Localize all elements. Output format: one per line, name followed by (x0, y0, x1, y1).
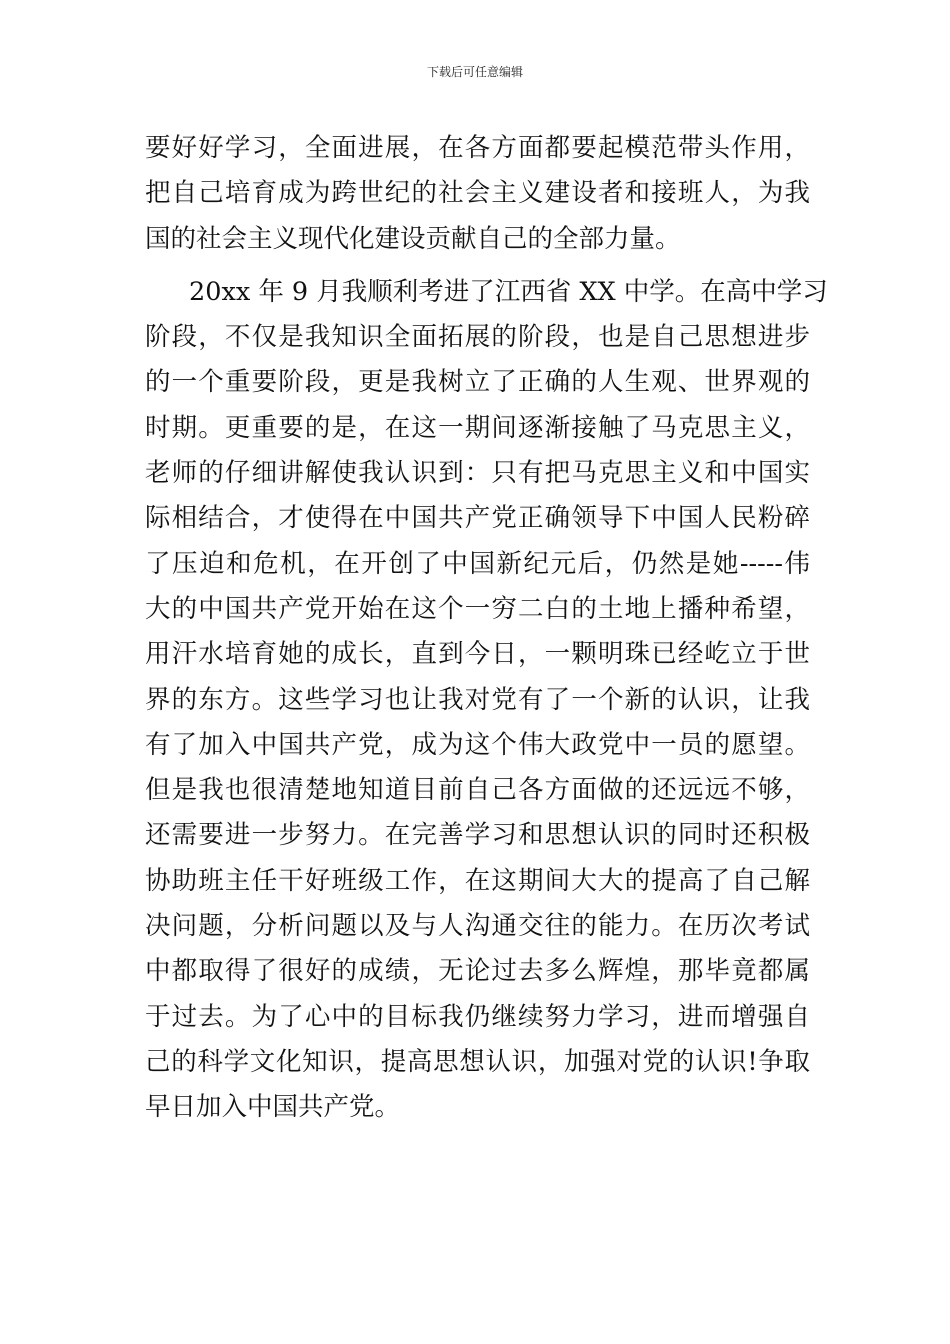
paragraph-2 (145, 270, 828, 1131)
text-line: 用汗水培育她的成长，直到今日，一颗明珠已经屹立于世 (145, 639, 810, 670)
text-line: 界的东方。这些学习也让我对党有了一个新的认识，让我 (145, 684, 810, 715)
text-line: 于过去。为了心中的目标我仍继续努力学习，进而增强自 (145, 1001, 810, 1032)
page-header: 下载后可任意编辑 (426, 65, 523, 79)
text-line: 协助班主任干好班级工作，在这期间大大的提高了自己解 (145, 865, 810, 896)
text-line: 了压迫和危机，在开创了中国新纪元后，仍然是她-----伟 (145, 548, 810, 579)
text-line: 有了加入中国共产党，成为这个伟大政党中一员的愿望。 (145, 729, 810, 760)
text-line: 老师的仔细讲解使我认识到：只有把马克思主义和中国实 (145, 458, 810, 489)
text-line: 际相结合，才使得在中国共产党正确领导下中国人民粉碎 (145, 503, 810, 534)
text-line: 还需要进一步努力。在完善学习和思想认识的同时还积极 (145, 820, 810, 851)
text-line: 己的科学文化知识，提高思想认识，加强对党的认识!争取 (145, 1046, 810, 1077)
text-line: 国的社会主义现代化建设贡献自己的全部力量。 (145, 223, 681, 254)
text-line: 中都取得了很好的成绩，无论过去多么辉煌，那毕竟都属 (145, 956, 810, 987)
text-line: 的一个重要阶段，更是我树立了正确的人生观、世界观的 (145, 367, 810, 398)
text-line: 但是我也很清楚地知道目前自己各方面做的还远远不够， (145, 775, 810, 806)
paragraph-1 (145, 126, 810, 262)
text-line: 20xx 年 9 月我顺利考进了江西省 XX 中学。在高中学习 (189, 276, 828, 307)
text-line: 决问题，分析问题以及与人沟通交往的能力。在历次考试 (145, 911, 810, 942)
text-line: 时期。更重要的是，在这一期间逐渐接触了马克思主义， (145, 412, 810, 443)
document-body (145, 126, 828, 1131)
text-line: 要好好学习，全面进展，在各方面都要起模范带头作用， (145, 133, 810, 163)
text-line: 大的中国共产党开始在这个一穷二白的土地上播种希望， (145, 593, 810, 624)
text-line: 阶段，不仅是我知识全面拓展的阶段，也是自己思想进步 (145, 322, 810, 353)
text-line: 把自己培育成为跨世纪的社会主义建设者和接班人，为我 (145, 178, 810, 209)
text-line: 早日加入中国共产党。 (145, 1092, 401, 1123)
